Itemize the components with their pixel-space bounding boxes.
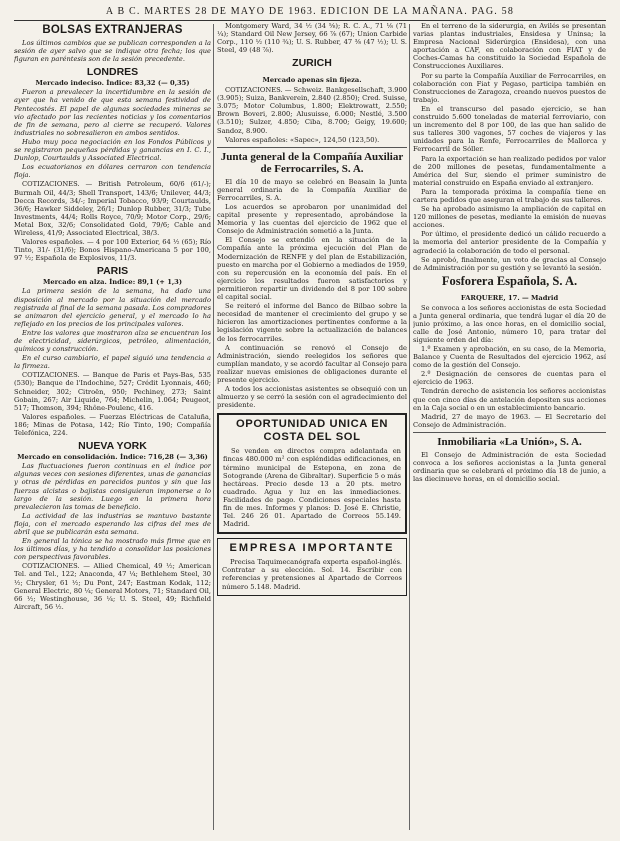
advertisement-empresa [217, 538, 407, 595]
article-paragraph: Para la temporada próxima la compañía tiene en cartera pedidos que aseguran el trabajo de sus talleres. [413, 187, 606, 204]
ad-title: EMPRESA IMPORTANTE [229, 542, 395, 555]
article-paragraph: Se reiteró el informe del Banco de Bilbao sobre la necesidad de mantener el crecimiento del grupo y se hicieron las amortizaciones pertinentes conforme a la legislación vigente sobre la actualización de balances de los ferrocarriles. [217, 302, 407, 343]
notice-paragraph: 2.º Designación de censores de cuentas para el ejercicio de 1963. [413, 370, 606, 387]
column-rule [213, 24, 214, 830]
article-paragraph: Por su parte la Compañía Auxiliar de Ferrocarriles, en colaboración con Fiat y Pegaso, participa también en Construcciones de Zaragoza, creando nuevos puestos de trabajo. [413, 71, 606, 104]
column-right [413, 22, 606, 834]
ad-text: Precisa Taquimecanógrafa experta español-inglés. Contratar a su elección. Sol. 14. Escribir con referencias y pretensiones al Apartado de Correos número 5.148. Madrid. [222, 558, 402, 591]
advertisement-costa-del-sol [217, 413, 407, 534]
article-paragraph: Por último, el presidente dedicó un cálido recuerdo a la memoria del anterior presidente de la Compañía y agradeció la colaboración de todo el personal. [413, 230, 606, 255]
heading-fosforera: Fosforera Española, S. A. [441, 273, 578, 288]
notice-paragraph: El Consejo de Administración de esta Sociedad convoca a los señores accionistas a la Junta general ordinaria que se celebrará el próximo día 18 de junio, a las diecinueve horas, en el domicilio social. [413, 450, 606, 484]
article-paragraph: Los acuerdos se aprobaron por unanimidad del capital presente y representado, aprobándose la Memoria y las cuentas del ejercicio de 1962 que el Consejo de Administración sometió a la Junta. [217, 203, 407, 236]
heading-paris: PARIS [96, 265, 129, 278]
heading-inmobiliaria: Inmobiliaria «La Unión», S. A. [437, 435, 582, 448]
column-rule [409, 24, 410, 830]
index-londres: Mercado indeciso. Índice: 83,32 (— 0,35) [35, 79, 190, 88]
article-paragraph: El Consejo se extendió en la situación de la Compañía ante la próxima ejecución del Plan de Modernización de RENFE y del plan de Estabilización, puesto en marcha por el Gobierno a mediados de 1959, con su repercusión en la economía del país. En el ejercicio los resultados fueron satisfactorios y permitieron repartir un dividendo del 8 por 100 sobre el capital social. [217, 236, 407, 302]
article-paragraph: La actividad de las industrias se mantuvo bastante floja, con el mercado esperando las cifras del mes de abril que se publicarán esta semana. [14, 511, 211, 536]
article-paragraph: En el transcurso del pasado ejercicio, se han construido 5.600 toneladas de material ferroviario, con un incremento del 8 por 100, de las que han salido de sus talleres 300 vagones, 57 coches de viajeros y las unidades para la Renfe, Ferrocarriles de Mallorca y Ferrocarril de Sóller. [413, 104, 606, 154]
quotes-londres: COTIZACIONES. — British Petroleum, 60/6 (61/-); Burmah Oil, 44/3; Shell Transport, 143/6; Unilever, 44/3; Decca Records, 34/-; Imperial Tobacco, 93/9; Courtaulds, 36/6; Hawker Siddeley, 26/1; Dunlop Rubber, 31/3; Tube Investments, 44/4; Rolls Royce, 70/9; Motor Corp., 29/6; Metal Box, 32/6; Consolidated Gold, 79/6; Cable and Wireless, 41/9; Associated Electrical, 38/3. [14, 180, 211, 237]
article-paragraph: Se ha aprobado asimismo la ampliación de capital en 120 millones de pesetas, mediante la emisión de nuevas acciones. [413, 205, 606, 230]
index-paris: Mercado en alza. Índice: 89,1 (+ 1,3) [43, 278, 182, 287]
article-paragraph: Entre los valores que mostraron alza se encuentran los de electricidad, siderúrgicos, petróleo, alimentación, químicos y construcción. [14, 328, 211, 354]
column-left [14, 22, 211, 834]
quotes-zurich: COTIZACIONES. — Schweiz. Bankgesellschaft, 3.900 (3.905); Suiza, Bankverein, 2.840 (2.850); Cred. Suisse, 3.075; Motor Columbus, 1.800; Elektrowatt, 2.550; Brown Boveri, 2.800; Alusuisse, 6.000; Nestlé, 3.500 (3.510); Sulzer, 4.850; Ciba, 8.700; Geigy, 19.600; Sandoz, 8.900. [217, 86, 407, 135]
article-paragraph: Las fluctuaciones fueron continuas en el índice por algunas veces con sesiones diferentes, unas de ganancias y otras de pérdidas en parecidos puntos y sin que las fuerzas alcistas o bajistas consiguieran imponerse a lo largo de la sesión. Luego en la primera hora prevalecieron las tomas de beneficio. [14, 462, 211, 511]
article-paragraph: En el terreno de la siderurgia, en Avilés se presentan varias plantas industriales, Ensidesa y Uninsa; la Empresa Nacional Siderúrgica (Ensidesa), con una aportación a CAF, en colaboración con FIAT y de Coches-Camas ha constituido la Sociedad Española de Construcciones Auxiliares. [413, 22, 606, 71]
spanish-values-londres: Valores españoles. — 4 por 100 Exterior, 64 ½ (65); Río Tinto, 31/- (31/6); Bonos Hispano-Americana 5 por 100, 97 ½; Española de Explosivos, 11/3. [14, 238, 211, 263]
spanish-values-zurich: Valores españoles: «Sapec», 124,50 (123,50). [225, 135, 380, 144]
article-paragraph: La primera sesión de la semana, ha dado una disposición al mercado por la situación del mercado registrada al final de la semana pasada. Los compradores se animaron del ejercicio general, y el mercado lo ha reflejado en los precios de los principales valores. [14, 287, 211, 328]
article-paragraph: Hubo muy poca negociación en los Fondos Públicos y se registraron pequeñas pérdidas y ganancias en I. C. I., Dunlop, Courtaulds y Associated Electrical. [14, 137, 211, 163]
divider [217, 147, 407, 148]
article-paragraph: En general la tónica se ha mostrado más firme que en los últimos días, y ha tendido a consolidar las posiciones con perspectivas favorables. [14, 537, 211, 562]
notice-paragraph: Se convoca a los señores accionistas de esta Sociedad a Junta general ordinaria, que tendrá lugar el día 20 de junio próximo, a las once horas, en el domicilio social, calle de José Antonio, número 10, para tratar del siguiente orden del día: [413, 303, 606, 344]
index-nueva-york: Mercado en consolidación. Índice: 716,28 (— 3,36) [17, 453, 208, 462]
quotes-continued: Montgomery Ward, 34 ½ (34 ⅝); R. C. A., 71 ⅛ (71 ¼); Standard Oil New Jersey, 66 ⅞ (67); Union Carbide Corp., 110 ½ (110 ¾); U. S. Rubber, 47 ⅜ (47 ½); U. S. Steel, 49 (48 ⅞). [217, 22, 407, 55]
heading-londres: LONDRES [86, 66, 139, 79]
subtitle-zurich: Mercado apenas sin fijeza. [262, 76, 362, 85]
article-paragraph: A continuación se renovó el Consejo de Administración, siendo reelegidos los señores que cumplían mandato, y se acordó facultar al Consejo para realizar nuevas emisiones de obligaciones durante el presente ejercicio. [217, 343, 407, 384]
subtitle-fosforera: FARQUERE, 17. — Madrid [460, 293, 559, 302]
intro-text: Los últimos cambios que se publican corresponden a la sesión de ayer salvo que se indique otra fecha; los que figuran en paréntesis son de la sesión precedente. [14, 39, 211, 64]
article-paragraph: Para la exportación se han realizado pedidos por valor de 200 millones de pesetas, fundamentalmente a América del Sur, siendo el primer suministro de material construido en España enviado al extranjero. [413, 154, 606, 187]
article-paragraph: Se aprobó, finalmente, un voto de gracias al Consejo de Administración por su gestión y se levantó la sesión. [413, 255, 606, 272]
notice-paragraph: Tendrán derecho de asistencia los señores accionistas que con cinco días de antelación depositen sus acciones en la Caja social o en un establecimiento bancario. [413, 387, 606, 412]
page-header: A B C. MARTES 28 DE MAYO DE 1963. EDICION DE LA MAÑANA. PAG. 58 [14, 6, 606, 21]
spanish-values-paris: Valores españoles. — Fuerzas Eléctricas de Cataluña, 186; Minas de Potasa, 142; Río Tinto, 190; Compañía Telefónica, 224. [14, 412, 211, 438]
heading-zurich: ZURICH [292, 57, 332, 70]
article-paragraph: Los ecuatorianos en dólares cerraron con tendencia floja. [14, 163, 211, 180]
section-title-bolsas: BOLSAS EXTRANJERAS [42, 24, 183, 36]
heading-junta-caf: Junta general de la Compañía Auxiliar de Ferrocarriles, S. A. [220, 150, 404, 175]
article-paragraph: El día 10 de mayo se celebró en Beasain la Junta general ordinaria de la Compañía Auxiliar de Ferrocarriles, S. A. [217, 177, 407, 202]
article-paragraph: Fueron a prevalecer la incertidumbre en la sesión de ayer que ha venido de que esta semana festividad de Pentecostés. El papel de algunas sociedades mineras se vio afectado por las recientes noticias y los comentarios de fin de semana, pero al cierre se recuperó. Valores industriales no sobresalieron en ambos sentidos. [14, 88, 211, 137]
column-middle [217, 22, 407, 834]
quotes-nueva-york: COTIZACIONES. — Allied Chemical, 49 ½; American Tel. and Tel., 122; Anaconda, 47 ¼; Bethlehem Steel, 30 ½; Chrysler, 61 ½; Du Pont, 247; Eastman Kodak, 112; General Electric, 80 ¼; General Motors, 71; Standard Oil, 66 ½; Westinghouse, 36 ¼; U. S. Steel, 49; Richfield Aircraft, 56 ½. [14, 562, 211, 611]
heading-nueva-york: NUEVA YORK [78, 440, 147, 453]
ad-title: OPORTUNIDAD UNICA EN COSTA DEL SOL [235, 418, 389, 444]
quotes-paris: COTIZACIONES. — Banque de Paris et Pays-Bas, 535 (530); Banque de l'Indochine, 527; Crédit Lyonnais, 460; Schneider, 302; Citroën, 950; Pechiney, 273; Saint Gobain, 267; Air Liquide, 764; Michelin, 1.064; Peugeot, 517; Thomson, 394; Rhône-Poulenc, 416. [14, 371, 211, 412]
notice-paragraph: Madrid, 27 de mayo de 1963. — El Secretario del Consejo de Administración. [413, 412, 606, 429]
ad-text: Se venden en directos compra adelantada en fincas 480.000 m² con espléndidas edificaciones, en término municipal de Estepona, en zona de Sotogrande (Arena de Gibraltar). Superficie 5 o más hectáreas. Precio desde 13 a 20 pts. metro cuadrado. Agua y luz en las inmediaciones. Facilidades de pago. Condiciones especiales hasta fin de mes. Informes y planos: D. José E. Christie, Tel. 246 26 01. Apartado de Correos 55.149. Madrid. [223, 447, 401, 529]
divider [413, 432, 606, 433]
article-paragraph: En el curso cambiario, el papel siguió una tendencia a la firmeza. [14, 354, 211, 371]
notice-paragraph: 1.º Examen y aprobación, en su caso, de la Memoria, Balance y Cuenta de Resultados del ejercicio 1962, así como de la gestión del Consejo. [413, 344, 606, 370]
article-paragraph: A todos los accionistas asistentes se obsequió con un almuerzo y se cerró la sesión con el agradecimiento del presidente. [217, 385, 407, 410]
